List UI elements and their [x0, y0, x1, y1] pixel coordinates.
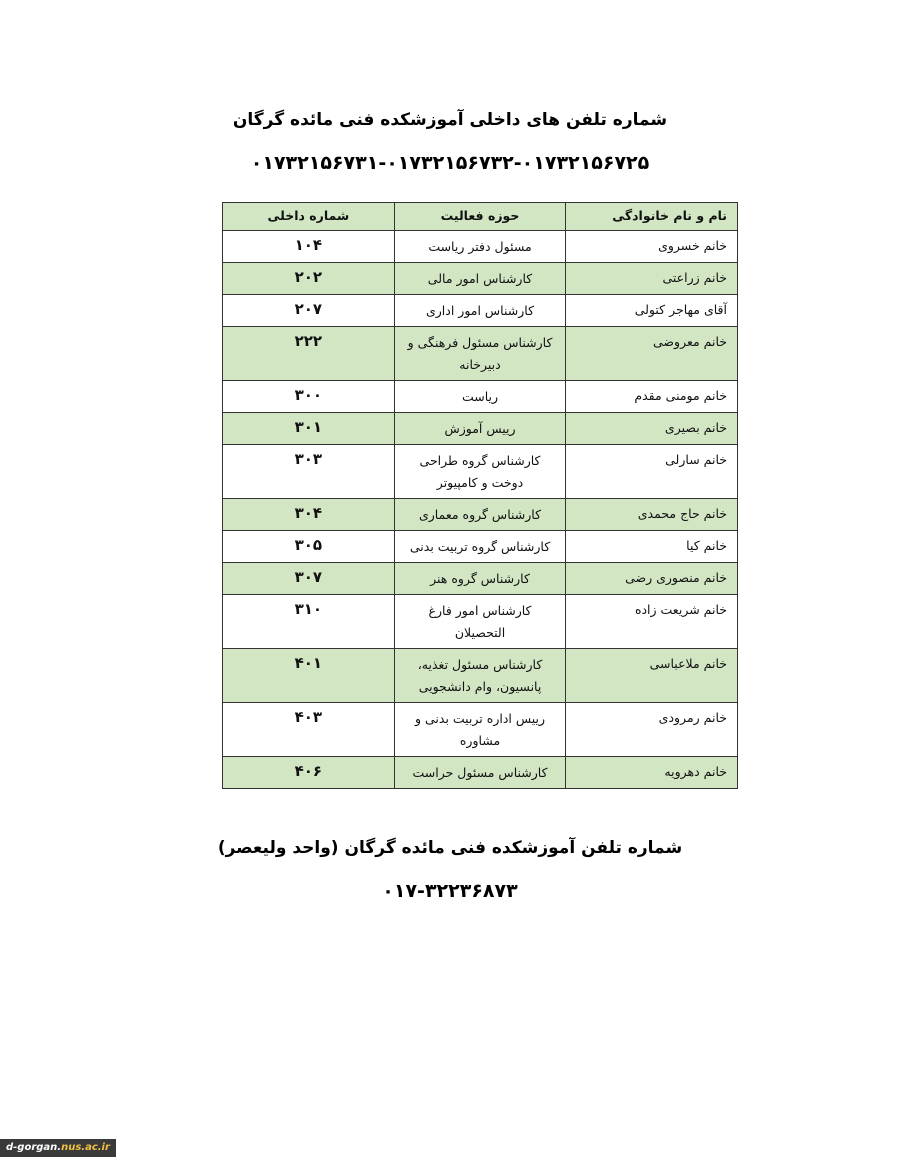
table-row: [223, 263, 738, 295]
watermark-prefix: d-gorgan.: [6, 1142, 62, 1153]
table-row: [223, 531, 738, 563]
column-header-area: حوزه فعالیت: [394, 203, 566, 231]
table-row: [223, 703, 738, 757]
cell-name: خانم مومنی مقدم: [566, 381, 738, 413]
cell-area: رییس اداره تربیت بدنی و مشاوره: [394, 703, 566, 757]
cell-extension: ۲۰۲: [223, 263, 395, 295]
cell-area: کارشناس مسئول حراست: [394, 757, 566, 789]
table-row: [223, 595, 738, 649]
cell-name: خانم حاج محمدی: [566, 499, 738, 531]
table-row: [223, 649, 738, 703]
cell-area: کارشناس امور مالی: [394, 263, 566, 295]
cell-area: کارشناس گروه هنر: [394, 563, 566, 595]
cell-area: ریاست: [394, 381, 566, 413]
table-row: [223, 563, 738, 595]
cell-extension: ۲۲۲: [223, 327, 395, 381]
cell-name: خانم رمرودی: [566, 703, 738, 757]
cell-extension: ۲۰۷: [223, 295, 395, 327]
branch-title: شماره تلفن آموزشکده فنی مائده گرگان (واحد ولیعصر): [217, 838, 683, 858]
cell-area: کارشناس مسئول تغذیه، پانسیون، وام دانشجویی: [394, 649, 566, 703]
cell-area: کارشناس گروه معماری: [394, 499, 566, 531]
cell-name: خانم شریعت زاده: [566, 595, 738, 649]
table-row: [223, 327, 738, 381]
cell-extension: ۳۱۰: [223, 595, 395, 649]
cell-area: کارشناس امور اداری: [394, 295, 566, 327]
table-row: [223, 757, 738, 789]
cell-name: خانم منصوری رضی: [566, 563, 738, 595]
cell-name: خانم ملاعباسی: [566, 649, 738, 703]
cell-name: خانم معروضی: [566, 327, 738, 381]
branch-phone-number: ۰۱۷-۳۲۲۳۶۸۷۳: [382, 880, 518, 902]
table-row: [223, 381, 738, 413]
table-row: [223, 445, 738, 499]
extension-table: [222, 202, 738, 789]
table-row: [223, 231, 738, 263]
cell-area: مسئول دفتر ریاست: [394, 231, 566, 263]
cell-extension: ۳۰۰: [223, 381, 395, 413]
site-watermark: [0, 1139, 116, 1157]
cell-extension: ۳۰۷: [223, 563, 395, 595]
cell-name: خانم دهرویه: [566, 757, 738, 789]
table-header-row: [223, 203, 738, 231]
cell-extension: ۳۰۴: [223, 499, 395, 531]
column-header-extension: شماره داخلی: [223, 203, 395, 231]
cell-extension: ۳۰۱: [223, 413, 395, 445]
cell-extension: ۱۰۴: [223, 231, 395, 263]
page-title: شماره تلفن های داخلی آموزشکده فنی مائده گرگان: [232, 110, 668, 130]
cell-area: کارشناس گروه تربیت بدنی: [394, 531, 566, 563]
cell-area: رییس آموزش: [394, 413, 566, 445]
table-row: [223, 295, 738, 327]
cell-area: کارشناس گروه طراحی دوخت و کامپیوتر: [394, 445, 566, 499]
cell-name: خانم بصیری: [566, 413, 738, 445]
cell-name: خانم خسروی: [566, 231, 738, 263]
cell-name: آقای مهاجر کتولی: [566, 295, 738, 327]
cell-extension: ۴۰۶: [223, 757, 395, 789]
cell-name: خانم کیا: [566, 531, 738, 563]
cell-extension: ۳۰۳: [223, 445, 395, 499]
cell-area: کارشناس مسئول فرهنگی و دبیرخانه: [394, 327, 566, 381]
watermark-domain: nus.ac.ir: [61, 1142, 110, 1153]
table-row: [223, 413, 738, 445]
cell-name: خانم زراعتی: [566, 263, 738, 295]
cell-area: کارشناس امور فارغ التحصیلان: [394, 595, 566, 649]
main-phone-numbers: ۰۱۷۳۲۱۵۶۷۳۱-۰۱۷۳۲۱۵۶۷۳۲-۰۱۷۳۲۱۵۶۷۲۵: [250, 152, 650, 174]
cell-extension: ۴۰۱: [223, 649, 395, 703]
table-row: [223, 499, 738, 531]
cell-extension: ۳۰۵: [223, 531, 395, 563]
cell-extension: ۴۰۳: [223, 703, 395, 757]
column-header-name: نام و نام خانوادگی: [566, 203, 738, 231]
cell-name: خانم سارلی: [566, 445, 738, 499]
